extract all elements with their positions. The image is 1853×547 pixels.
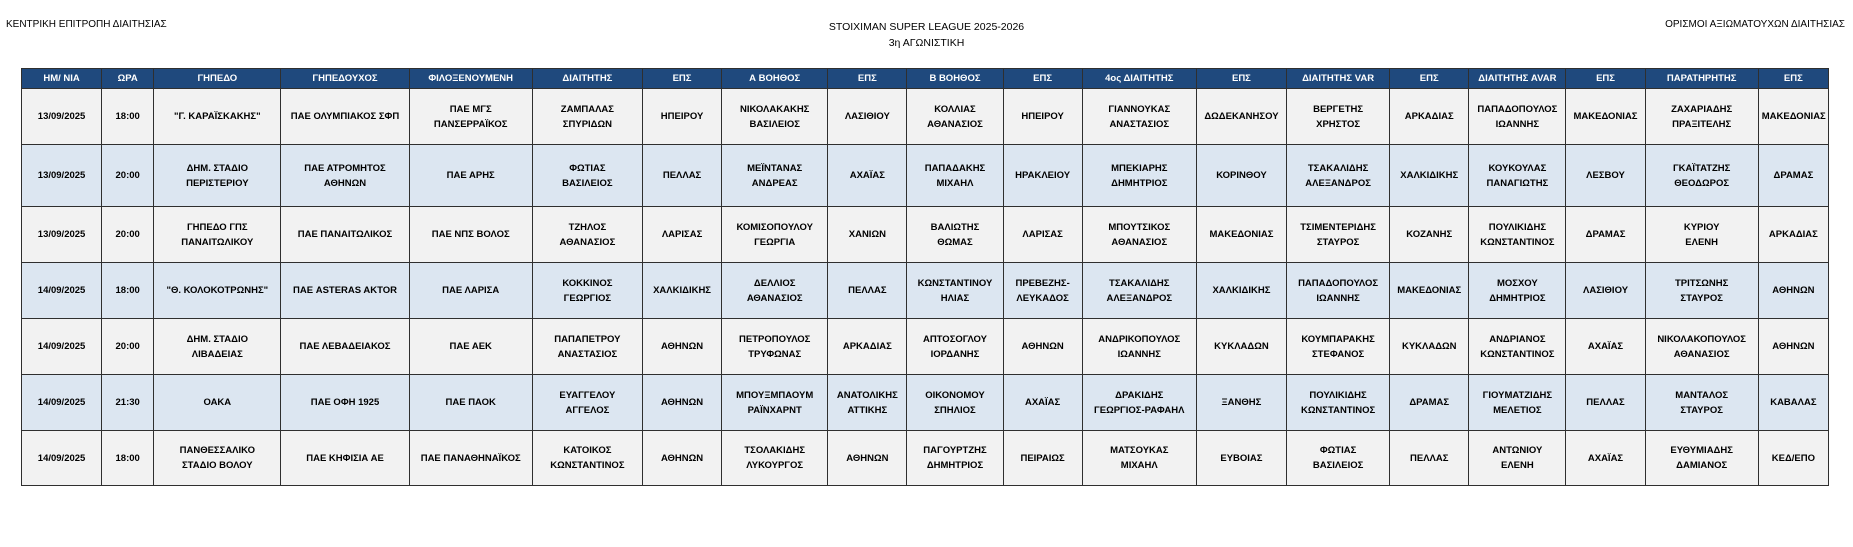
- match-date-cell: 13/09/2025: [22, 145, 102, 207]
- home-team-cell: ΠΑΕ ASTERAS AKTOR: [281, 263, 409, 319]
- column-header: ΕΠΣ: [1003, 69, 1082, 89]
- referee-eps-cell: ΑΘΗΝΩΝ: [642, 319, 721, 375]
- column-header: ΕΠΣ: [642, 69, 721, 89]
- venue-cell: "Θ. ΚΟΛΟΚΟΤΡΩΝΗΣ": [154, 263, 281, 319]
- var-eps-cell: ΜΑΚΕΔΟΝΙΑΣ: [1390, 263, 1469, 319]
- table-row: [22, 375, 1829, 431]
- fourth-official-eps-cell: ΜΑΚΕΔΟΝΙΑΣ: [1196, 207, 1286, 263]
- away-team-cell: ΠΑΕ ΜΓΣ ΠΑΝΣΕΡΡΑΪΚΟΣ: [409, 89, 532, 145]
- assistant-a-eps-cell: ΑΝΑΤΟΛΙΚΗΣ ΑΤΤΙΚΗΣ: [828, 375, 907, 431]
- avar-referee-cell: ΠΑΠΑΔΟΠΟΥΛΟΣ ΙΩΑΝΝΗΣ: [1469, 89, 1566, 145]
- column-header: ΔΙΑΙΤΗΤΗΣ VAR: [1287, 69, 1390, 89]
- var-eps-cell: ΧΑΛΚΙΔΙΚΗΣ: [1390, 145, 1469, 207]
- column-header: ΓΗΠΕΔΟΥΧΟΣ: [281, 69, 409, 89]
- table-row: [22, 145, 1829, 207]
- table-row: [22, 207, 1829, 263]
- referee-cell: ΕΥΑΓΓΕΛΟΥ ΑΓΓΕΛΟΣ: [532, 375, 642, 431]
- observer-cell: ΖΑΧΑΡΙΑΔΗΣ ΠΡΑΞΙΤΕΛΗΣ: [1645, 89, 1758, 145]
- match-date-cell: 13/09/2025: [22, 89, 102, 145]
- column-header: ΗΜ/ ΝΙΑ: [22, 69, 102, 89]
- table-row: [22, 431, 1829, 486]
- assistant-b-cell: ΟΙΚΟΝΟΜΟΥ ΣΠΗΛΙΟΣ: [907, 375, 1003, 431]
- assistant-a-cell: ΔΕΛΛΙΟΣ ΑΘΑΝΑΣΙΟΣ: [722, 263, 828, 319]
- away-team-cell: ΠΑΕ ΛΑΡΙΣΑ: [409, 263, 532, 319]
- column-header: 4ος ΔΙΑΙΤΗΤΗΣ: [1082, 69, 1196, 89]
- assistant-a-cell: ΤΣΟΛΑΚΙΔΗΣ ΛΥΚΟΥΡΓΟΣ: [722, 431, 828, 486]
- assistant-b-eps-cell: ΠΕΙΡΑΙΩΣ: [1003, 431, 1082, 486]
- var-referee-cell: ΠΟΥΛΙΚΙΔΗΣ ΚΩΝΣΤΑΝΤΙΝΟΣ: [1287, 375, 1390, 431]
- match-time-cell: 20:00: [102, 145, 154, 207]
- fourth-official-cell: ΓΙΑΝΝΟΥΚΑΣ ΑΝΑΣΤΑΣΙΟΣ: [1082, 89, 1196, 145]
- away-team-cell: ΠΑΕ ΝΠΣ ΒΟΛΟΣ: [409, 207, 532, 263]
- fourth-official-cell: ΔΡΑΚΙΔΗΣ ΓΕΩΡΓΙΟΣ-ΡΑΦΑΗΛ: [1082, 375, 1196, 431]
- table-row: [22, 89, 1829, 145]
- referee-cell: ΤΖΗΛΟΣ ΑΘΑΝΑΣΙΟΣ: [532, 207, 642, 263]
- match-time-cell: 18:00: [102, 263, 154, 319]
- venue-cell: ΟΑΚΑ: [154, 375, 281, 431]
- header-row: [22, 69, 1829, 89]
- observer-eps-cell: ΑΡΚΑΔΙΑΣ: [1758, 207, 1828, 263]
- observer-eps-cell: ΜΑΚΕΔΟΝΙΑΣ: [1758, 89, 1828, 145]
- avar-eps-cell: ΠΕΛΛΑΣ: [1566, 375, 1645, 431]
- assistant-a-cell: ΠΕΤΡΟΠΟΥΛΟΣ ΤΡΥΦΩΝΑΣ: [722, 319, 828, 375]
- match-time-cell: 20:00: [102, 319, 154, 375]
- assistant-a-eps-cell: ΠΕΛΛΑΣ: [828, 263, 907, 319]
- venue-cell: ΔΗΜ. ΣΤΑΔΙΟ ΠΕΡΙΣΤΕΡΙΟΥ: [154, 145, 281, 207]
- avar-eps-cell: ΑΧΑΪΑΣ: [1566, 431, 1645, 486]
- home-team-cell: ΠΑΕ ΟΛΥΜΠΙΑΚΟΣ ΣΦΠ: [281, 89, 409, 145]
- referee-cell: ΚΟΚΚΙΝΟΣ ΓΕΩΡΓΙΟΣ: [532, 263, 642, 319]
- column-header: ΔΙΑΙΤΗΤΗΣ: [532, 69, 642, 89]
- avar-eps-cell: ΜΑΚΕΔΟΝΙΑΣ: [1566, 89, 1645, 145]
- referee-eps-cell: ΧΑΛΚΙΔΙΚΗΣ: [642, 263, 721, 319]
- var-referee-cell: ΠΑΠΑΔΟΠΟΥΛΟΣ ΙΩΑΝΝΗΣ: [1287, 263, 1390, 319]
- referee-cell: ΠΑΠΑΠΕΤΡΟΥ ΑΝΑΣΤΑΣΙΟΣ: [532, 319, 642, 375]
- fourth-official-eps-cell: ΔΩΔΕΚΑΝΗΣΟΥ: [1196, 89, 1286, 145]
- avar-referee-cell: ΓΙΟΥΜΑΤΖΙΔΗΣ ΜΕΛΕΤΙΟΣ: [1469, 375, 1566, 431]
- observer-cell: ΚΥΡΙΟΥ ΕΛΕΝΗ: [1645, 207, 1758, 263]
- assistant-a-cell: ΝΙΚΟΛΑΚΑΚΗΣ ΒΑΣΙΛΕΙΟΣ: [722, 89, 828, 145]
- venue-cell: ΠΑΝΘΕΣΣΑΛΙΚΟ ΣΤΑΔΙΟ ΒΟΛΟΥ: [154, 431, 281, 486]
- assistant-a-eps-cell: ΑΧΑΪΑΣ: [828, 145, 907, 207]
- referee-cell: ΖΑΜΠΑΛΑΣ ΣΠΥΡΙΔΩΝ: [532, 89, 642, 145]
- avar-eps-cell: ΑΧΑΪΑΣ: [1566, 319, 1645, 375]
- var-eps-cell: ΠΕΛΛΑΣ: [1390, 431, 1469, 486]
- home-team-cell: ΠΑΕ ΟΦΗ 1925: [281, 375, 409, 431]
- fourth-official-cell: ΜΠΕΚΙΑΡΗΣ ΔΗΜΗΤΡΙΟΣ: [1082, 145, 1196, 207]
- fourth-official-cell: ΜΑΤΣΟΥΚΑΣ ΜΙΧΑΗΛ: [1082, 431, 1196, 486]
- column-header: ΕΠΣ: [1390, 69, 1469, 89]
- column-header: ΕΠΣ: [828, 69, 907, 89]
- match-date-cell: 13/09/2025: [22, 207, 102, 263]
- match-date-cell: 14/09/2025: [22, 319, 102, 375]
- column-header: Β ΒΟΗΘΟΣ: [907, 69, 1003, 89]
- document-title-block: [0, 19, 1853, 51]
- observer-cell: ΕΥΘΥΜΙΑΔΗΣ ΔΑΜΙΑΝΟΣ: [1645, 431, 1758, 486]
- avar-referee-cell: ΑΝΤΩΝΙΟΥ ΕΛΕΝΗ: [1469, 431, 1566, 486]
- referee-eps-cell: ΛΑΡΙΣΑΣ: [642, 207, 721, 263]
- fourth-official-cell: ΑΝΔΡΙΚΟΠΟΥΛΟΣ ΙΩΑΝΝΗΣ: [1082, 319, 1196, 375]
- match-date-cell: 14/09/2025: [22, 375, 102, 431]
- assistant-a-eps-cell: ΧΑΝΙΩΝ: [828, 207, 907, 263]
- assistant-b-eps-cell: ΗΠΕΙΡΟΥ: [1003, 89, 1082, 145]
- var-referee-cell: ΦΩΤΙΑΣ ΒΑΣΙΛΕΙΟΣ: [1287, 431, 1390, 486]
- assistant-b-eps-cell: ΗΡΑΚΛΕΙΟΥ: [1003, 145, 1082, 207]
- league-title: STOIXIMAN SUPER LEAGUE 2025-2026: [828, 21, 1025, 33]
- column-header: ΕΠΣ: [1196, 69, 1286, 89]
- referee-assignments-table: [21, 68, 1829, 486]
- assistant-a-eps-cell: ΑΡΚΑΔΙΑΣ: [828, 319, 907, 375]
- match-time-cell: 18:00: [102, 431, 154, 486]
- match-date-cell: 14/09/2025: [22, 431, 102, 486]
- observer-eps-cell: ΚΕΔ/ΕΠΟ: [1758, 431, 1828, 486]
- assistant-b-cell: ΒΑΛΙΩΤΗΣ ΘΩΜΑΣ: [907, 207, 1003, 263]
- assistant-a-eps-cell: ΑΘΗΝΩΝ: [828, 431, 907, 486]
- column-header: ΠΑΡΑΤΗΡΗΤΗΣ: [1645, 69, 1758, 89]
- observer-cell: ΓΚΑΪΤΑΤΖΗΣ ΘΕΟΔΩΡΟΣ: [1645, 145, 1758, 207]
- table-row: [22, 319, 1829, 375]
- assistant-b-cell: ΠΑΠΑΔΑΚΗΣ ΜΙΧΑΗΛ: [907, 145, 1003, 207]
- away-team-cell: ΠΑΕ ΠΑΟΚ: [409, 375, 532, 431]
- assistant-b-eps-cell: ΠΡΕΒΕΖΗΣ- ΛΕΥΚΑΔΟΣ: [1003, 263, 1082, 319]
- fourth-official-eps-cell: ΚΥΚΛΑΔΩΝ: [1196, 319, 1286, 375]
- observer-cell: ΝΙΚΟΛΑΚΟΠΟΥΛΟΣ ΑΘΑΝΑΣΙΟΣ: [1645, 319, 1758, 375]
- var-eps-cell: ΚΟΖΑΝΗΣ: [1390, 207, 1469, 263]
- venue-cell: ΔΗΜ. ΣΤΑΔΙΟ ΛΙΒΑΔΕΙΑΣ: [154, 319, 281, 375]
- observer-eps-cell: ΔΡΑΜΑΣ: [1758, 145, 1828, 207]
- venue-cell: ΓΗΠΕΔΟ ΓΠΣ ΠΑΝΑΙΤΩΛΙΚΟΥ: [154, 207, 281, 263]
- fourth-official-cell: ΜΠΟΥΤΣΙΚΟΣ ΑΘΑΝΑΣΙΟΣ: [1082, 207, 1196, 263]
- var-eps-cell: ΔΡΑΜΑΣ: [1390, 375, 1469, 431]
- referee-cell: ΦΩΤΙΑΣ ΒΑΣΙΛΕΙΟΣ: [532, 145, 642, 207]
- var-referee-cell: ΒΕΡΓΕΤΗΣ ΧΡΗΣΤΟΣ: [1287, 89, 1390, 145]
- avar-referee-cell: ΠΟΥΛΙΚΙΔΗΣ ΚΩΝΣΤΑΝΤΙΝΟΣ: [1469, 207, 1566, 263]
- assistant-a-eps-cell: ΛΑΣΙΘΙΟΥ: [828, 89, 907, 145]
- assistant-b-cell: ΚΟΛΛΙΑΣ ΑΘΑΝΑΣΙΟΣ: [907, 89, 1003, 145]
- referee-eps-cell: ΑΘΗΝΩΝ: [642, 375, 721, 431]
- assistant-b-eps-cell: ΑΘΗΝΩΝ: [1003, 319, 1082, 375]
- table-row: [22, 263, 1829, 319]
- match-date-cell: 14/09/2025: [22, 263, 102, 319]
- column-header: ΕΠΣ: [1758, 69, 1828, 89]
- column-header: ΩΡΑ: [102, 69, 154, 89]
- assistant-a-cell: ΜΠΟΥΞΜΠΑΟΥΜ ΡΑΪΝΧΑΡΝΤ: [722, 375, 828, 431]
- away-team-cell: ΠΑΕ ΠΑΝΑΘΗΝΑΪΚΟΣ: [409, 431, 532, 486]
- committee-name: ΚΕΝΤΡΙΚΗ ΕΠΙΤΡΟΠΗ ΔΙΑΙΤΗΣΙΑΣ: [6, 19, 167, 30]
- matchday-subtitle: 3η ΑΓΩΝΙΣΤΙΚΗ: [888, 37, 965, 49]
- column-header: Α ΒΟΗΘΟΣ: [722, 69, 828, 89]
- referee-eps-cell: ΠΕΛΛΑΣ: [642, 145, 721, 207]
- assistant-b-eps-cell: ΛΑΡΙΣΑΣ: [1003, 207, 1082, 263]
- match-time-cell: 21:30: [102, 375, 154, 431]
- assistant-b-cell: ΠΑΓΟΥΡΤΖΗΣ ΔΗΜΗΤΡΙΟΣ: [907, 431, 1003, 486]
- observer-cell: ΜΑΝΤΑΛΟΣ ΣΤΑΥΡΟΣ: [1645, 375, 1758, 431]
- observer-eps-cell: ΑΘΗΝΩΝ: [1758, 319, 1828, 375]
- var-referee-cell: ΚΟΥΜΠΑΡΑΚΗΣ ΣΤΕΦΑΝΟΣ: [1287, 319, 1390, 375]
- observer-cell: ΤΡΙΤΣΩΝΗΣ ΣΤΑΥΡΟΣ: [1645, 263, 1758, 319]
- avar-referee-cell: ΚΟΥΚΟΥΛΑΣ ΠΑΝΑΓΙΩΤΗΣ: [1469, 145, 1566, 207]
- var-referee-cell: ΤΣΙΜΕΝΤΕΡΙΔΗΣ ΣΤΑΥΡΟΣ: [1287, 207, 1390, 263]
- fourth-official-eps-cell: ΕΥΒΟΙΑΣ: [1196, 431, 1286, 486]
- avar-referee-cell: ΑΝΔΡΙΑΝΟΣ ΚΩΝΣΤΑΝΤΙΝΟΣ: [1469, 319, 1566, 375]
- avar-eps-cell: ΛΕΣΒΟΥ: [1566, 145, 1645, 207]
- fourth-official-eps-cell: ΧΑΛΚΙΔΙΚΗΣ: [1196, 263, 1286, 319]
- observer-eps-cell: ΑΘΗΝΩΝ: [1758, 263, 1828, 319]
- avar-referee-cell: ΜΟΣΧΟΥ ΔΗΜΗΤΡΙΟΣ: [1469, 263, 1566, 319]
- var-eps-cell: ΑΡΚΑΔΙΑΣ: [1390, 89, 1469, 145]
- column-header: ΓΗΠΕΔΟ: [154, 69, 281, 89]
- assistant-a-cell: ΜΕΪΝΤΑΝΑΣ ΑΝΔΡΕΑΣ: [722, 145, 828, 207]
- column-header: ΦΙΛΟΞΕΝΟΥΜΕΝΗ: [409, 69, 532, 89]
- column-header: ΕΠΣ: [1566, 69, 1645, 89]
- assistant-b-cell: ΑΠΤΟΣΟΓΛΟΥ ΙΟΡΔΑΝΗΣ: [907, 319, 1003, 375]
- assistant-b-eps-cell: ΑΧΑΪΑΣ: [1003, 375, 1082, 431]
- column-header: ΔΙΑΙΤΗΤΗΣ AVAR: [1469, 69, 1566, 89]
- document-type-label: ΟΡΙΣΜΟΙ ΑΞΙΩΜΑΤΟΥΧΩΝ ΔΙΑΙΤΗΣΙΑΣ: [1665, 19, 1845, 30]
- referee-cell: ΚΑΤΟΙΚΟΣ ΚΩΝΣΤΑΝΤΙΝΟΣ: [532, 431, 642, 486]
- var-eps-cell: ΚΥΚΛΑΔΩΝ: [1390, 319, 1469, 375]
- fourth-official-eps-cell: ΞΑΝΘΗΣ: [1196, 375, 1286, 431]
- away-team-cell: ΠΑΕ ΑΡΗΣ: [409, 145, 532, 207]
- var-referee-cell: ΤΣΑΚΑΛΙΔΗΣ ΑΛΕΞΑΝΔΡΟΣ: [1287, 145, 1390, 207]
- referee-eps-cell: ΑΘΗΝΩΝ: [642, 431, 721, 486]
- avar-eps-cell: ΛΑΣΙΘΙΟΥ: [1566, 263, 1645, 319]
- assistant-a-cell: ΚΟΜΙΣΟΠΟΥΛΟΥ ΓΕΩΡΓΙΑ: [722, 207, 828, 263]
- home-team-cell: ΠΑΕ ΚΗΦΙΣΙΑ ΑΕ: [281, 431, 409, 486]
- assistant-b-cell: ΚΩΝΣΤΑΝΤΙΝΟΥ ΗΛΙΑΣ: [907, 263, 1003, 319]
- match-time-cell: 18:00: [102, 89, 154, 145]
- venue-cell: "Γ. ΚΑΡΑΪΣΚΑΚΗΣ": [154, 89, 281, 145]
- home-team-cell: ΠΑΕ ΑΤΡΟΜΗΤΟΣ ΑΘΗΝΩΝ: [281, 145, 409, 207]
- avar-eps-cell: ΔΡΑΜΑΣ: [1566, 207, 1645, 263]
- away-team-cell: ΠΑΕ ΑΕΚ: [409, 319, 532, 375]
- fourth-official-eps-cell: ΚΟΡΙΝΘΟΥ: [1196, 145, 1286, 207]
- referee-eps-cell: ΗΠΕΙΡΟΥ: [642, 89, 721, 145]
- home-team-cell: ΠΑΕ ΛΕΒΑΔΕΙΑΚΟΣ: [281, 319, 409, 375]
- home-team-cell: ΠΑΕ ΠΑΝΑΙΤΩΛΙΚΟΣ: [281, 207, 409, 263]
- observer-eps-cell: ΚΑΒΑΛΑΣ: [1758, 375, 1828, 431]
- match-time-cell: 20:00: [102, 207, 154, 263]
- fourth-official-cell: ΤΣΑΚΑΛΙΔΗΣ ΑΛΕΞΑΝΔΡΟΣ: [1082, 263, 1196, 319]
